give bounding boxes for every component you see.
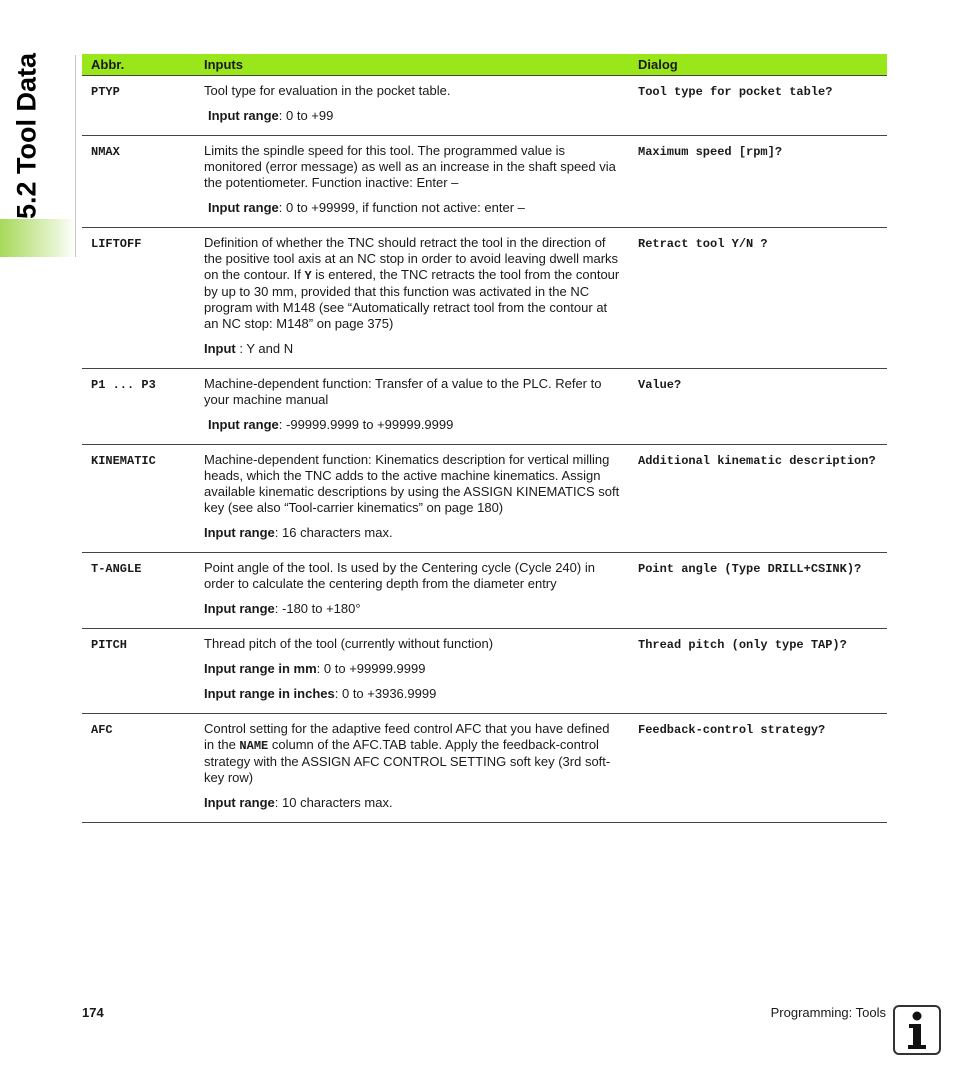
chapter-band [0,219,75,257]
input-range: Input range: 0 to +99999, if function not active: enter – [208,200,525,215]
inputs-cell [195,228,629,369]
abbr-cell: T-ANGLE [91,562,142,576]
footer-section: Programming: Tools [770,1005,886,1020]
table-row [82,629,887,714]
description: Tool type for evaluation in the pocket table. [204,83,451,98]
abbr-cell: PTYP [91,85,120,99]
abbr-cell: NMAX [91,145,120,159]
table-row [82,76,887,136]
dialog-cell: Tool type for pocket table? [638,85,833,99]
table-row [82,228,887,369]
header-dialog: Dialog [629,54,887,76]
tool-data-table [82,54,887,823]
description: Definition of whether the TNC should retract the tool in the direction of the positive tool axis at an NC stop in order to avoid leaving dwell marks on the contour. If Y is entered, the TNC retracts the tool from the contour by up to 30 mm, provided that this function was activated in the NC program with M148 (see “Automatically retract tool from the contour at an NC stop: M148” on page 375) [204,235,620,331]
header-inputs: Inputs [195,54,629,76]
input-range-inches: Input range in inches: 0 to +3936.9999 [204,686,437,701]
inputs-cell [195,369,629,445]
input-range-mm: Input range in mm: 0 to +99999.9999 [204,661,426,676]
inputs-cell [195,76,629,136]
page-number: 174 [82,1005,104,1020]
description: Machine-dependent function: Transfer of a value to the PLC. Refer to your machine manual [204,376,602,407]
inputs-cell [195,445,629,553]
dialog-cell: Maximum speed [rpm]? [638,145,783,159]
chapter-divider [75,55,76,257]
dialog-cell: Point angle (Type DRILL+CSINK)? [638,562,862,576]
abbr-cell: AFC [91,723,113,737]
description: Machine-dependent function: Kinematics description for vertical milling heads, which the TNC adds to the active machine kinematics. Assign available kinematic descriptions by using the ASSIGN KINEMATICS soft key (see also “Tool-carrier kinematics” on page 180) [204,452,620,515]
table-row [82,445,887,553]
table-row [82,553,887,629]
abbr-cell: KINEMATIC [91,454,156,468]
description: Thread pitch of the tool (currently without function) [204,636,494,651]
inputs-cell [195,553,629,629]
abbr-cell: PITCH [91,638,128,652]
abbr-cell: LIFTOFF [91,237,142,251]
table-row [82,369,887,445]
dialog-cell: Retract tool Y/N ? [638,237,768,251]
description: Point angle of the tool. Is used by the Centering cycle (Cycle 240) in order to calculate the centering depth from the diameter entry [204,560,595,591]
dialog-cell: Feedback-control strategy? [638,723,826,737]
inputs-cell [195,714,629,823]
input-range: Input range: 16 characters max. [204,525,393,540]
dialog-cell: Thread pitch (only type TAP)? [638,638,847,652]
table-header-row [82,54,887,76]
inputs-cell [195,629,629,714]
header-abbr: Abbr. [82,54,195,76]
info-icon[interactable] [893,1005,941,1055]
description: Control setting for the adaptive feed control AFC that you have defined in the NAME column of the AFC.TAB table. Apply the feedback-control strategy with the ASSIGN AFC CONTROL SETTING soft key (3rd soft-key row) [204,721,611,785]
input-range: Input : Y and N [204,341,294,356]
abbr-cell: P1 ... P3 [91,378,156,392]
dialog-cell: Additional kinematic description? [638,454,876,468]
input-range: Input range: 10 characters max. [204,795,393,810]
input-range: Input range: -99999.9999 to +99999.9999 [208,417,454,432]
dialog-cell: Value? [638,378,682,392]
input-range: Input range: 0 to +99 [208,108,334,123]
input-range: Input range: -180 to +180° [204,601,361,616]
table-row [82,136,887,228]
table-row [82,714,887,823]
description: Limits the spindle speed for this tool. The programmed value is monitored (error message) as well as an increase in the shaft speed via the potentiometer. Function inactive: Enter – [204,143,616,190]
chapter-title: 5.2 Tool Data [11,52,42,220]
inputs-cell [195,136,629,228]
